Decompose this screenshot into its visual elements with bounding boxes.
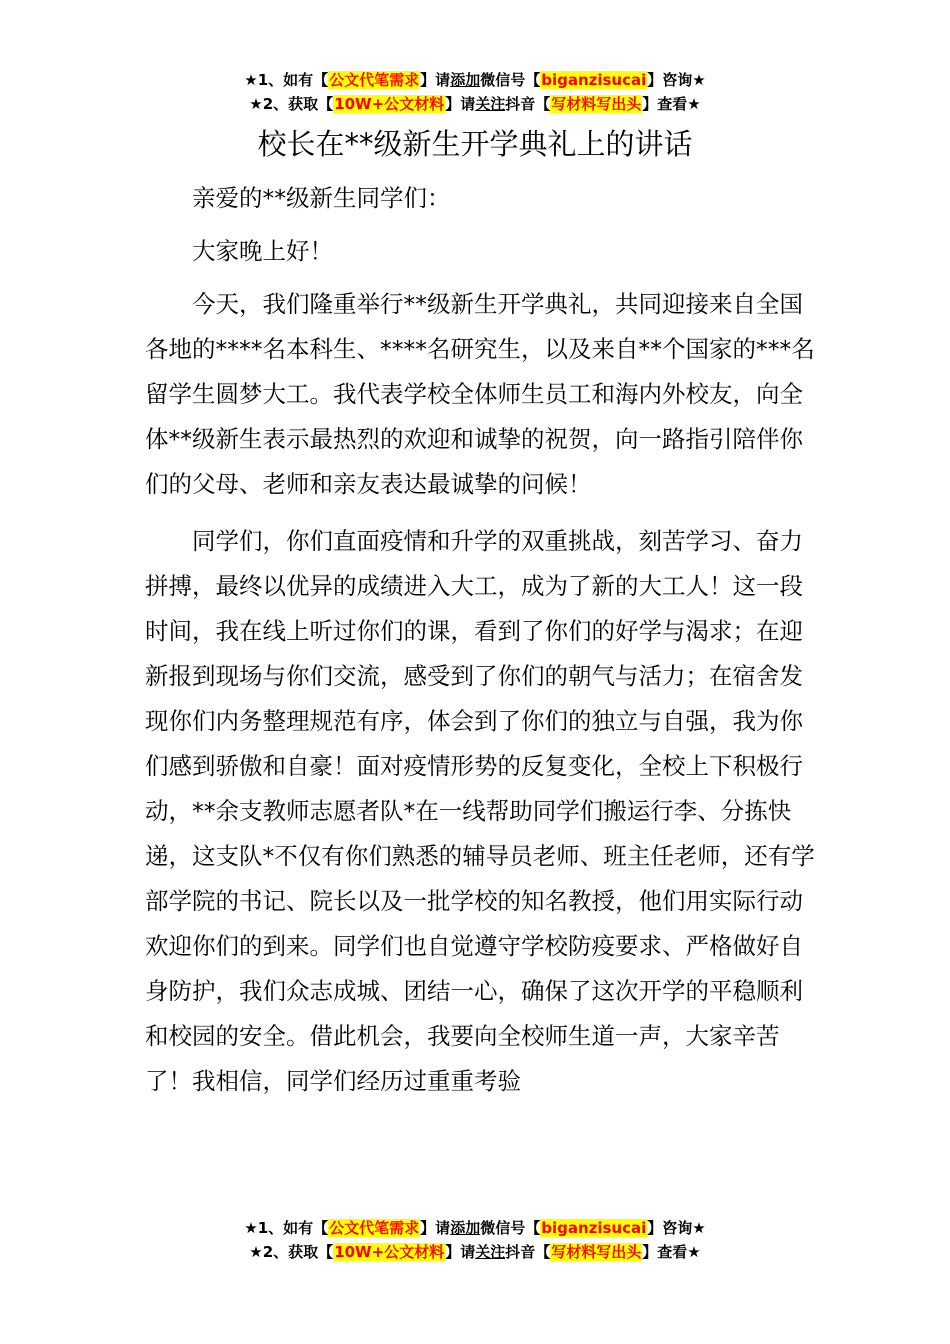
banner-text: 】请: [420, 71, 451, 89]
banner-highlight: 10W+公文材料: [334, 95, 445, 113]
salutation: 亲爱的**级新生同学们：: [192, 184, 451, 212]
banner-emphasis: 添加: [450, 1219, 481, 1237]
banner-text: 】查看★: [642, 1243, 701, 1261]
banner-text: 】请: [445, 95, 476, 113]
banner-text: ★1、如有【: [244, 71, 329, 89]
greeting: 大家晚上好！: [192, 237, 333, 265]
banner-text: 】请: [445, 1243, 476, 1261]
banner-emphasis: 添加: [450, 71, 481, 89]
banner-text: 】咨询★: [647, 1219, 706, 1237]
banner-line-2: [0, 1240, 950, 1264]
header-banner: [0, 68, 950, 116]
paragraph-2: 同学们，你们直面疫情和升学的双重挑战，刻苦学习、奋力拼搏，最终以优异的成绩进入大工，成为了新的大工人！这一段时间，我在线上听过你们的课，看到了你们的好学与渴求；在迎新报到现场与你们交流，感受到了你们的朝气与活力；在宿舍发现你们内务整理规范有序，体会到了你们的独立与自强，我为你们感到骄傲和自豪！面对疫情形势的反复变化，全校上下积极行动，**余支教师志愿者队*在一线帮助同学们搬运行李、分拣快递，这支队*不仅有你们熟悉的辅导员老师、班主任老师，还有学部学院的书记、院长以及一批学校的知名教授，他们用实际行动欢迎你们的到来。同学们也自觉遵守学校防疫要求、严格做好自身防护，我们众志成城、团结一心，确保了这次开学的平稳顺利和校园的安全。借此机会，我要向全校师生道一声，大家辛苦了！我相信，同学们经历过重重考验: [145, 527, 815, 1095]
banner-highlight: 公文代笔需求: [329, 1219, 420, 1237]
banner-highlight: biganzisucai: [541, 1219, 647, 1237]
document-title: 校长在**级新生开学典礼上的讲话: [257, 127, 693, 161]
banner-highlight: 写材料写出头: [551, 95, 642, 113]
banner-text: 】请: [420, 1219, 451, 1237]
document-body: [145, 176, 825, 1104]
banner-highlight: biganzisucai: [541, 71, 647, 89]
banner-text: 抖音【: [505, 1243, 551, 1261]
footer-banner: [0, 1216, 950, 1264]
paragraph-1: 今天，我们隆重举行**级新生开学典礼，共同迎接来自全国各地的****名本科生、****名研究生，以及来自**个国家的***名留学生圆梦大工。我代表学校全体师生员工和海内外校友，向全体**级新生表示最热烈的欢迎和诚挚的祝贺，向一路指引陪伴你们的父母、老师和亲友表达最诚挚的问候！: [145, 290, 815, 498]
banner-highlight: 写材料写出头: [551, 1243, 642, 1261]
banner-text: 】查看★: [642, 95, 701, 113]
banner-emphasis: 关注: [475, 95, 506, 113]
banner-text: 抖音【: [505, 95, 551, 113]
banner-text: ★1、如有【: [244, 1219, 329, 1237]
banner-text: 微信号【: [480, 1219, 541, 1237]
banner-line-1: [0, 68, 950, 92]
banner-text: 】咨询★: [647, 71, 706, 89]
banner-highlight: 公文代笔需求: [329, 71, 420, 89]
banner-text: ★2、获取【: [249, 1243, 334, 1261]
banner-text: 微信号【: [480, 71, 541, 89]
banner-line-1: [0, 1216, 950, 1240]
banner-emphasis: 关注: [475, 1243, 506, 1261]
banner-highlight: 10W+公文材料: [334, 1243, 445, 1261]
banner-text: ★2、获取【: [249, 95, 334, 113]
banner-line-2: [0, 92, 950, 116]
